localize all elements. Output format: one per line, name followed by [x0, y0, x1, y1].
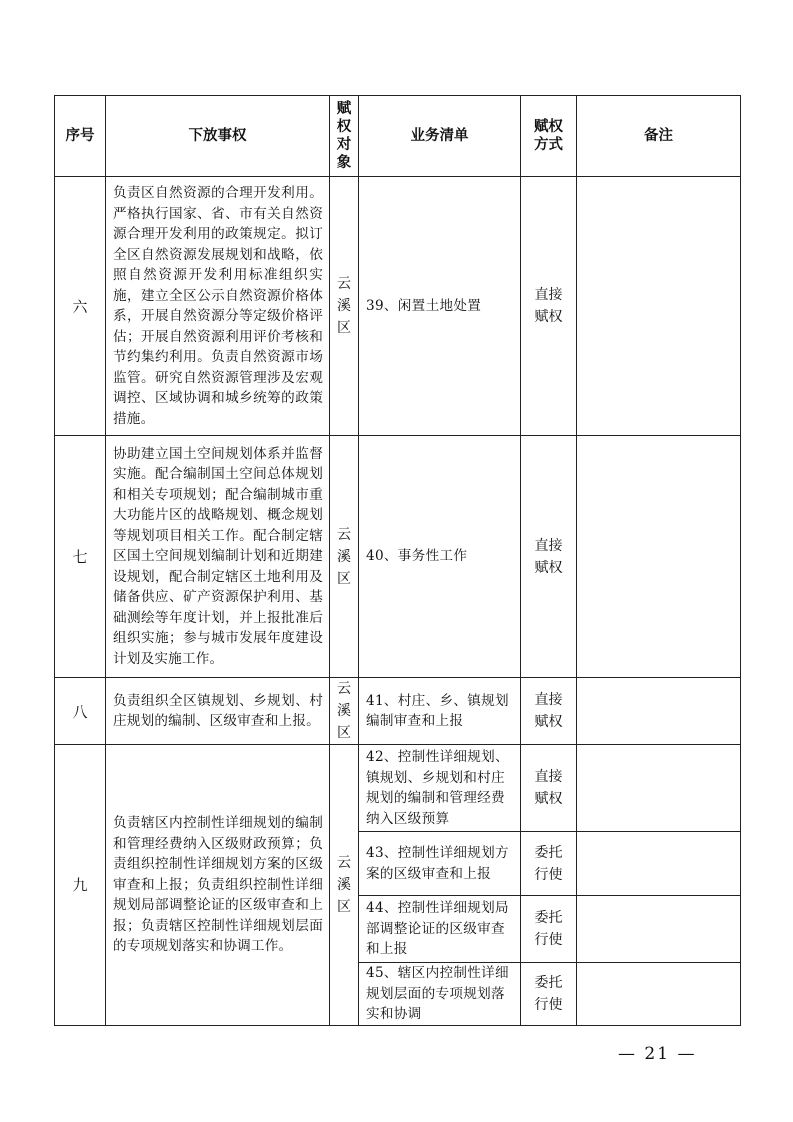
row-business: 43、控制性详细规划方案的区级审查和上报 [359, 832, 521, 896]
row-mode: 直接 赋权 [521, 436, 577, 678]
row-business: 45、辖区内控制性详细规划层面的专项规划落实和协调 [359, 963, 521, 1026]
row-target: 云 溪 区 [330, 745, 359, 1026]
header-power: 下放事权 [106, 96, 330, 177]
row-power: 负责区自然资源的合理开发利用。严格执行国家、省、市有关自然资源合理开发利用的政策规定。拟订全区自然资源发展规划和战略，依照自然资源开发利用标准组织实施，建立全区公示自然资源价格体系，开展自然资源分等定级价格评估；开展自然资源利用评价考核和节约集约利用。负责自然资源市场监管。研究自然资源管理涉及宏观调控、区域协调和城乡统筹的政策措施。 [106, 177, 330, 436]
row-power: 负责组织全区镇规划、乡规划、村庄规划的编制、区级审查和上报。 [106, 678, 330, 745]
row-remark [577, 745, 741, 832]
row-remark [577, 963, 741, 1026]
table-row [55, 436, 741, 678]
row-business: 44、控制性详细规划局部调整论证的区级审查和上报 [359, 896, 521, 963]
header-mode: 赋权 方式 [521, 96, 577, 177]
header-row [55, 96, 741, 177]
row-business: 42、控制性详细规划、镇规划、乡规划和村庄规划的编制和管理经费纳入区级预算 [359, 745, 521, 832]
row-mode: 直接 赋权 [521, 177, 577, 436]
row-seq: 九 [55, 745, 106, 1026]
row-remark [577, 896, 741, 963]
row-mode: 直接 赋权 [521, 745, 577, 832]
row-mode: 委托 行使 [521, 832, 577, 896]
row-target: 云 溪 区 [330, 177, 359, 436]
row-seq: 六 [55, 177, 106, 436]
row-power: 负责辖区内控制性详细规划的编制和管理经费纳入区级财政预算；负责组织控制性详细规划方案的区级审查和上报；负责组织控制性详细规划局部调整论证的区级审查和上报；负责辖区控制性详细规划层面的专项规划落实和协调工作。 [106, 745, 330, 1026]
row-remark [577, 436, 741, 678]
row-remark [577, 678, 741, 745]
row-mode: 委托 行使 [521, 963, 577, 1026]
row-business: 40、事务性工作 [359, 436, 521, 678]
header-remark: 备注 [577, 96, 741, 177]
table-row [55, 745, 741, 832]
row-mode: 直接 赋权 [521, 678, 577, 745]
row-mode: 委托 行使 [521, 896, 577, 963]
row-seq: 八 [55, 678, 106, 745]
row-remark [577, 832, 741, 896]
row-business: 41、村庄、乡、镇规划编制审查和上报 [359, 678, 521, 745]
row-target: 云 溪 区 [330, 678, 359, 745]
table-row [55, 678, 741, 745]
row-power: 协助建立国土空间规划体系并监督实施。配合编制国土空间总体规划和相关专项规划；配合编制城市重大功能片区的战略规划、概念规划等规划项目相关工作。配合制定辖区国土空间规划编制计划和近期建设规划，配合制定辖区土地利用及储备供应、矿产资源保护利用、基础测绘等年度计划，并上报批准后组织实施；参与城市发展年度建设计划及实施工作。 [106, 436, 330, 678]
page-number: — 21 — [618, 1044, 697, 1064]
header-business: 业务清单 [359, 96, 521, 177]
header-seq: 序号 [55, 96, 106, 177]
row-remark [577, 177, 741, 436]
row-business: 39、闲置土地处置 [359, 177, 521, 436]
row-target: 云 溪 区 [330, 436, 359, 678]
delegation-table [54, 95, 741, 1026]
header-target: 赋 权 对 象 [330, 96, 359, 177]
table-row [55, 177, 741, 436]
row-seq: 七 [55, 436, 106, 678]
